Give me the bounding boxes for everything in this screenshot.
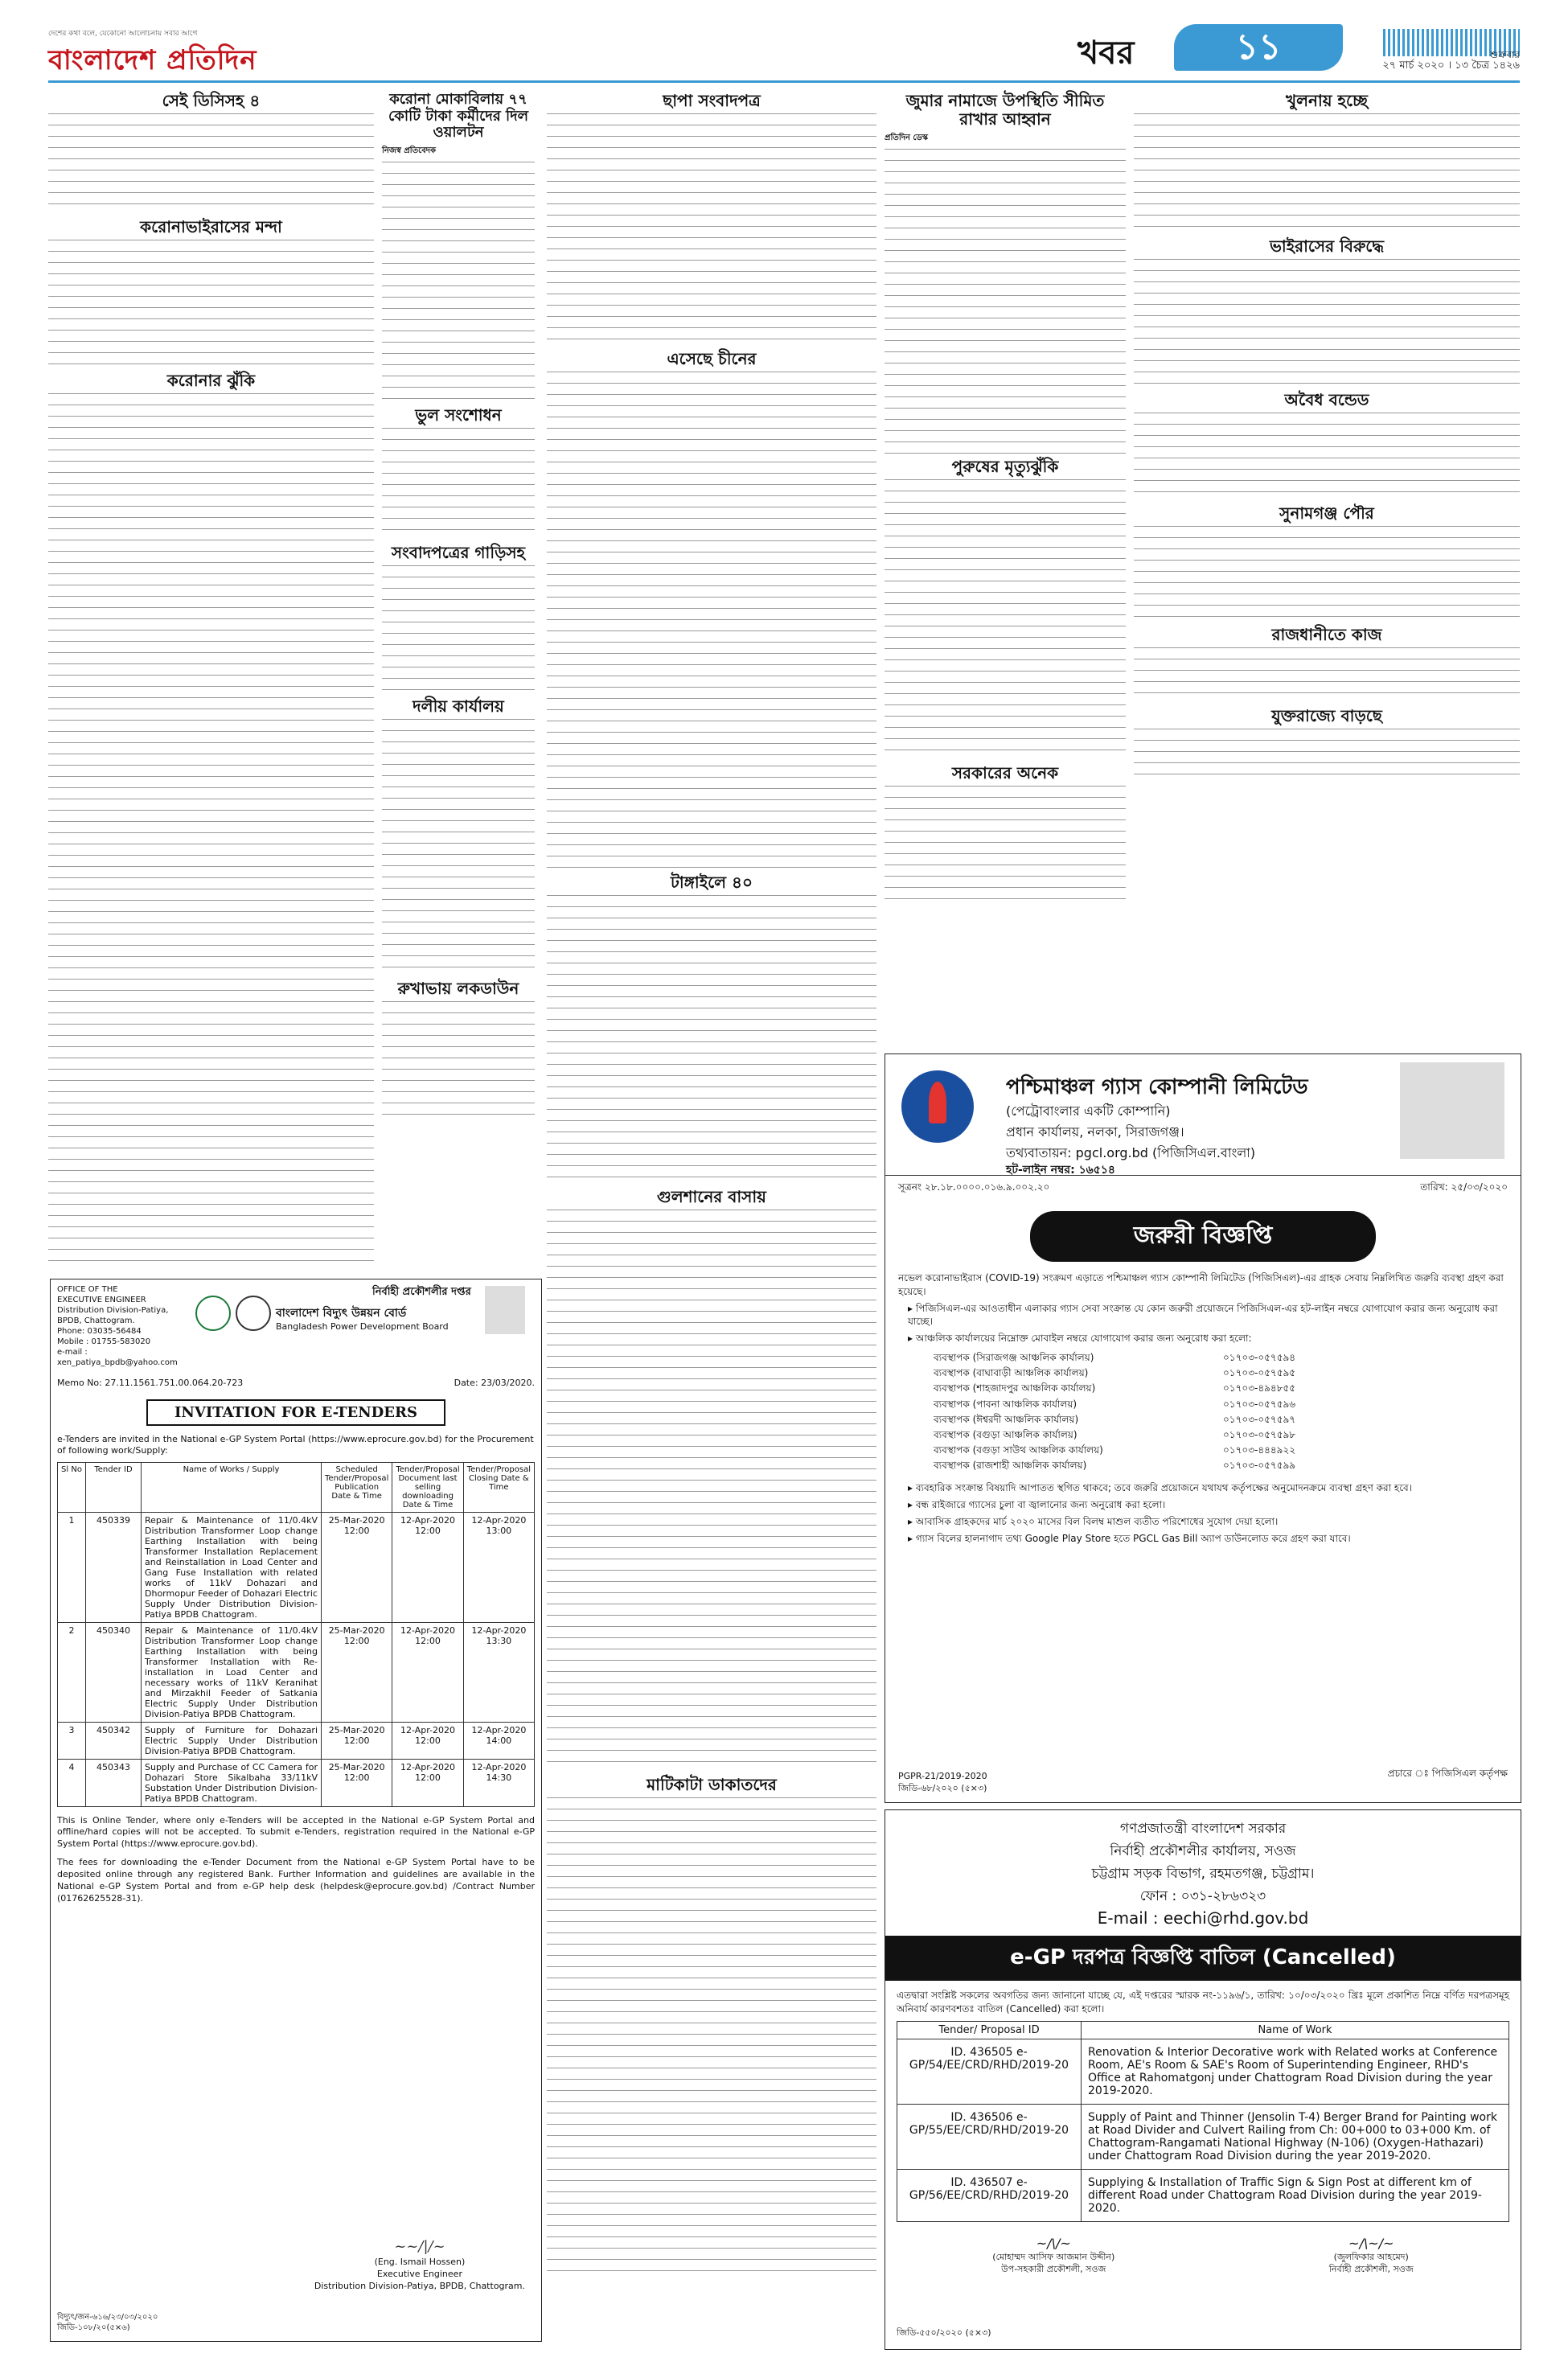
signature-scribble: ~~/|/~ (394, 2238, 445, 2256)
column-header: Tender/Proposal Closing Date & Time (463, 1462, 534, 1512)
ref-code: জিডি-৫৫০/২০২০ (৫×৩) (897, 2327, 991, 2338)
logo-tagline: দেশের কথা বলে, যেকোনো আলোচনায় সবার আগে (48, 30, 198, 38)
bn-office-name: নির্বাহী প্রকৌশলীর দপ্তর (372, 1286, 471, 1298)
company-name: পশ্চিমাঞ্চল গ্যাস কোম্পানী লিমিটেড (1006, 1075, 1308, 1099)
notice-intro: নভেল করোনাভাইরাস (COVID-19) সংক্রমণ এড়াতে পশ্চিমাঞ্চল গ্যাস কোম্পানী লিমিটেড (পিজিসিএল)-এর গ্রাহক সেবায় নিম্নলিখিত জরুরি ব্যবস্থা গ্রহণ করা হয়েছে। (898, 1272, 1504, 1297)
headline: অবৈধ বন্ডেড (1284, 390, 1369, 409)
office-phone: ০১৭০৩-৪৯৪৮৫৫ (1223, 1382, 1296, 1394)
column-header: Sl No (58, 1462, 86, 1512)
article-body (1134, 647, 1520, 704)
office-phone-row (934, 1397, 1508, 1412)
signer-title: নির্বাহী প্রকৌশলী, সওজ (1328, 2264, 1414, 2275)
article-body (382, 428, 535, 540)
article-body (48, 113, 374, 215)
office-name: ব্যবস্থাপক (রাজশাহী আঞ্চলিক কার্যালয়) (934, 1460, 1087, 1472)
article-body (885, 149, 1126, 454)
table-cell: ID. 436506 e-GP/55/EE/CRD/RHD/2019-20 (897, 2104, 1082, 2169)
headline: টাঙ্গাইলে ৪০ (670, 873, 753, 892)
rhd-cancel-ad (885, 1809, 1521, 2350)
headline: সংবাদপত্রের গাড়িসহ (391, 543, 526, 563)
column-1 (48, 88, 374, 1262)
article-body (1134, 113, 1520, 234)
office-name: ব্যবস্থাপক (বগুড়া সাউথ আঞ্চলিক কার্যালয়) (934, 1444, 1103, 1456)
table-cell: 450340 (86, 1622, 142, 1722)
tender-ad (50, 1279, 542, 2342)
page-number: ১১ (1174, 24, 1343, 71)
table-cell: 25-Mar-2020 12:00 (322, 1512, 392, 1622)
office-line: Mobile : 01755-583020 (57, 1337, 151, 1346)
table-row (897, 2104, 1509, 2169)
table-header-row (58, 1462, 535, 1512)
office-phone-row (934, 1443, 1508, 1458)
table-row (58, 1512, 535, 1622)
issue-date: ২৭ মার্চ ২০২০ । ১৩ চৈত্র ১৪২৬ (1382, 60, 1520, 72)
memo-date: তারিখ: ২৫/০৩/২০২০ (1420, 1181, 1508, 1193)
table-header-row (897, 2021, 1509, 2039)
signature-block (992, 2235, 1114, 2276)
table-cell: Supply and Purchase of CC Camera for Dohazari Store Sikalbaha 33/11kV Substation Under Distribution Division-Patiya BPDB Chattogram. (142, 1759, 322, 1806)
byline: প্রতিদিন ডেস্ক (885, 133, 929, 142)
headline: সরকারের অনেক (951, 763, 1059, 782)
headline: গুলশানের বাসায় (657, 1187, 766, 1206)
article-body (1134, 526, 1520, 622)
headline: খুলনায় হচ্ছে (1286, 91, 1368, 110)
headline: মাটিকাটা ডাকাতদের (646, 1775, 777, 1794)
article-body (382, 719, 535, 976)
notice-bullet: ▸ আঞ্চলিক কার্যালয়ের নিম্নোক্ত মোবাইল নম্বরে যোগাযোগ করার জন্য অনুরোধ করা হলো: (908, 1333, 1252, 1345)
office-line: EXECUTIVE ENGINEER (57, 1296, 146, 1304)
office-address (57, 1284, 178, 1368)
bullet-text: পিজিসিএল-এর আওতাধীন এলাকার গ্যাস সেবা সংক্রান্ত যে কোন জরুরী প্রয়োজনে পিজিসিএল-এর হট-লাইন নম্বরে যোগাযোগ করার জন্য অনুরোধ করা যাচ্ছে। (908, 1302, 1498, 1328)
ad-reference (57, 2312, 158, 2333)
table-cell: Supplying & Installation of Traffic Sign & Sign Post at different km of different Road under Chattogram Road Division during the year 2019-2020. (1082, 2169, 1509, 2221)
table-cell: 12-Apr-2020 13:30 (463, 1622, 534, 1722)
table-row (58, 1759, 535, 1806)
office-name: ব্যবস্থাপক (শাহজাদপুর আঞ্চলিক কার্যালয়) (934, 1382, 1096, 1394)
memo-date: Date: 23/03/2020. (454, 1378, 535, 1388)
table-cell: Renovation & Interior Decorative work with Related works at Conference Room, AE's Room & SAE's Room of Superintending Engineer, RHD's Office at Rahomatgonj under Chattogram Road Division during the year 2019-2020. (1082, 2039, 1509, 2104)
office-phone-row (934, 1381, 1508, 1396)
bullet-text: বন্ধ রাইজারে গ্যাসের চুলা বা জ্বালানোর জন্য অনুরোধ করা হলো। (915, 1499, 1166, 1511)
column-header: Tender/ Proposal ID (897, 2021, 1082, 2039)
office-phone: ০১৭০৩-০৫৭৫৯৪ (1223, 1351, 1296, 1363)
memo-line (885, 1175, 1521, 1201)
cancel-intro: এতদ্বারা সংশ্লিষ্ট সকলের অবগতির জন্য জানানো যাচ্ছে যে, এই দপ্তরের স্মারক নং-১১৯৬/১, তারিখ: ১০/০৩/২০২০ খ্রিঃ মূলে প্রকাশিত নিম্নে বর্ণিত দরপত্রসমূহ অনিবার্য কারণবশতঃ বাতিল (Cancelled) করা হলো। (897, 1990, 1509, 2015)
newspaper-logo (48, 27, 289, 79)
office-name: ব্যবস্থাপক (বাঘাবাড়ী আঞ্চলিক কার্যালয়) (934, 1367, 1089, 1379)
signature-block (314, 2237, 525, 2293)
office-name: ব্যবস্থাপক (পাবনা আঞ্চলিক কার্যালয়) (934, 1398, 1077, 1410)
column-4 (885, 88, 1126, 906)
rhd-email: E-mail : eechi@rhd.gov.bd (1097, 1908, 1309, 1928)
rhd-office: নির্বাহী প্রকৌশলীর কার্যালয়, সওজ (1110, 1843, 1296, 1859)
headline: সেই ডিসিসহ ৪ (162, 91, 261, 110)
headline: করোনার ঝুঁকি (166, 371, 256, 390)
portrait-photo (1400, 1062, 1504, 1159)
table-row (897, 2039, 1509, 2104)
office-phone-row (934, 1458, 1508, 1473)
tender-title: INVITATION FOR E-TENDERS (146, 1399, 445, 1426)
column-header: Scheduled Tender/Proposal Publication Date & Time (322, 1462, 392, 1512)
gov-name: গণপ্রজাতন্ত্রী বাংলাদেশ সরকার (1119, 1821, 1287, 1837)
table-cell: Repair & Maintenance of 11/0.4kV Distribution Transformer Loop change Earthing Installation with being Transformer Installation with Re-installation in Load Center and necessary works of 11kV Keranihat and Mirzakhil Feeder of Satkania Electric Supply Under Distribution Division-Patiya BPDB Chattogram. (142, 1622, 322, 1722)
column-header: Name of Works / Supply (142, 1462, 322, 1512)
ref-code: বিদ্যুৎ/জন-৬১৬/২৩/০৩/২০২০ (57, 2313, 158, 2322)
signer-name: (জুলফিকার আহমেদ) (1333, 2252, 1409, 2263)
notice-bullet: ▸ আবাসিক গ্রাহকদের মার্চ ২০২০ মাসের বিল বিলম্ব মাশুল ব্যতীত পরিশোধের সুযোগ দেয়া হলো। (908, 1516, 1279, 1528)
article-body (547, 895, 876, 1185)
headline: সুনামগঞ্জ পৌর (1279, 503, 1374, 523)
article-body (382, 162, 535, 403)
signer-title: Executive Engineer (376, 2269, 462, 2280)
signer-title: উপ-সহকারী প্রকৌশলী, সওজ (1001, 2264, 1106, 2275)
byline: নিজস্ব প্রতিবেদক (382, 146, 437, 156)
bullet-text: আবাসিক গ্রাহকদের মার্চ ২০২০ মাসের বিল বিলম্ব মাশুল ব্যতীত পরিশোধের সুযোগ দেয়া হলো। (915, 1516, 1279, 1528)
office-phone: ০১৭০৩-৪৪৪৯২২ (1223, 1444, 1296, 1456)
flame-icon (929, 1082, 946, 1123)
bullet-text: গ্যাস বিলের হালনাগাদ তথ্য Google Play Store হতে PGCL Gas Bill অ্যাপ ডাউনলোড করে গ্রহণ করা যাবে। (915, 1532, 1351, 1544)
table-cell: 12-Apr-2020 12:00 (392, 1759, 463, 1806)
office-phone: ০১৭০৩-০৫৭৫৯৫ (1223, 1367, 1296, 1379)
table-cell: ID. 436507 e-GP/56/EE/CRD/RHD/2019-20 (897, 2169, 1082, 2221)
headline: যুক্তরাজ্যে বাড়ছে (1271, 706, 1382, 725)
headline: করোনা মোকাবিলায় ৭৭ কোটি টাকা কর্মীদের দিল ওয়ালটন (388, 91, 529, 142)
headline: রুখাভায় লকডাউন (397, 979, 519, 999)
table-cell: 450343 (86, 1759, 142, 1806)
article-body (547, 1210, 876, 1772)
office-line: e-mail : xen_patiya_bpdb@yahoo.com (57, 1348, 178, 1367)
headline: করোনাভাইরাসের মন্দা (140, 217, 282, 236)
table-cell: 25-Mar-2020 12:00 (322, 1759, 392, 1806)
article-body (1134, 729, 1520, 785)
header-rule (48, 80, 1520, 83)
pgcl-logo-icon (901, 1070, 974, 1143)
table-cell: 4 (58, 1759, 86, 1806)
issuer: প্রচারে ঃ পিজিসিএল কর্তৃপক্ষ (1387, 1768, 1508, 1779)
column-header: Tender ID (86, 1462, 142, 1512)
notice-bullet: ▸ গ্যাস বিলের হালনাগাদ তথ্য Google Play Store হতে PGCL Gas Bill অ্যাপ ডাউনলোড করে গ্রহণ করা যাবে। (908, 1532, 1351, 1544)
table-row (58, 1722, 535, 1759)
notice-bullet: ▸ পিজিসিএল-এর আওতাধীন এলাকার গ্যাস সেবা সংক্রান্ত যে কোন জরুরী প্রয়োজনে পিজিসিএল-এর হট-লাইন নম্বরে যোগাযোগ করার জন্য অনুরোধ করা যাচ্ছে। (908, 1302, 1498, 1328)
table-row (897, 2169, 1509, 2221)
weekday: শুক্রবার (1489, 49, 1520, 60)
table-cell: 12-Apr-2020 12:00 (392, 1512, 463, 1622)
tender-note: The fees for downloading the e-Tender Document from the National e-GP System Portal have to be deposited online through any registered Bank. Further Information and guidelines are available in the National e-GP System Portal and from e-GP help desk (helpdesk@eprocure.gov.bd) /Contract Number (01762625528-31). (57, 1857, 535, 1904)
headline: জুমার নামাজে উপস্থিতি সীমিত রাখার আহ্বান (905, 91, 1105, 129)
office-line: BPDB, Chattogram. (57, 1316, 135, 1325)
table-cell: 12-Apr-2020 13:00 (463, 1512, 534, 1622)
table-cell: Repair & Maintenance of 11/0.4kV Distribution Transformer Loop change Earthing Installation with being Transformer Installation Replacement and Reinstallation in Load Center and Gang Fuse Installation with related works of 11kV Dohazari and Dhormopur Feeder of Dohazari Electric Supply Under Distribution Division-Patiya BPDB Chattogram. (142, 1512, 322, 1622)
headline: ভুল সংশোধন (415, 405, 502, 425)
paper-name: বাংলাদেশ প্রতিদিন (48, 44, 257, 76)
article-body (48, 240, 374, 368)
ad-reference (898, 1771, 987, 1794)
ref-code: জিডি-১০৮/২০(৫×৬) (57, 2323, 130, 2332)
office-phone: ০১৭০৩-০৫৭৫৯৬ (1223, 1398, 1296, 1410)
article-body (382, 1001, 535, 1122)
article-body (547, 372, 876, 870)
ref-code: PGPR-21/2019-2020 (898, 1771, 987, 1782)
table-cell: 25-Mar-2020 12:00 (322, 1622, 392, 1722)
office-name: ব্যবস্থাপক (বগুড়া আঞ্চলিক কার্যালয়) (934, 1428, 1077, 1440)
headline: পুরুষের মৃত্যুঝুঁকি (951, 457, 1059, 476)
office-line: Phone: 03035-56484 (57, 1327, 142, 1336)
signature-block (1329, 2235, 1414, 2276)
cancel-table (897, 2021, 1509, 2222)
column-header: Tender/Proposal Document last selling downloading Date & Time (392, 1462, 463, 1512)
table-cell: Supply of Furniture for Dohazari Electric Supply Under Distribution Division-Patiya BPDB Chattogram. (142, 1722, 322, 1759)
office-phone-row (934, 1412, 1508, 1427)
signatures (885, 2235, 1521, 2276)
table-row (58, 1622, 535, 1722)
portrait-photo (485, 1286, 525, 1334)
en-board-name: Bangladesh Power Development Board (276, 1321, 449, 1332)
headline: ছাপা সংবাদপত্র (663, 91, 761, 110)
memo-number: Memo No: 27.11.1561.751.00.064.20-723 (57, 1378, 244, 1388)
article-body (885, 479, 1126, 761)
table-cell: Supply of Paint and Thinner (Jensolin T-4) Berger Brand for Painting work at Road Divider and Culvert Railing from Ch: 00+000 to 03+000 Km. of Chattogram-Rangamati National Highway (N-106) (Oxygen-Hathazari) under Chattogram Road Division during the year 2019-2020. (1082, 2104, 1509, 2169)
table-cell: ID. 436505 e-GP/54/EE/CRD/RHD/2019-20 (897, 2039, 1082, 2104)
memo-line (51, 1378, 541, 1388)
signer-name: (মোহাম্মদ আসিফ আজমান উদ্দীন) (992, 2252, 1115, 2263)
office-phone: ০১৭০৩-০৫৭৫৯৯ (1223, 1460, 1296, 1472)
table-cell: 1 (58, 1512, 86, 1622)
table-cell: 12-Apr-2020 14:00 (463, 1722, 534, 1759)
table-cell: 450342 (86, 1722, 142, 1759)
column-2 (382, 88, 535, 1122)
company-subtitle: (পেট্রোবাংলার একটি কোম্পানি) (1006, 1103, 1171, 1119)
article-body (48, 393, 374, 1262)
section-name: খবর (1077, 35, 1135, 72)
signer-name: (Eng. Ismail Hossen) (374, 2257, 466, 2268)
rhd-header (885, 1810, 1521, 1928)
column-3 (547, 88, 876, 2280)
article-body (547, 1797, 876, 2280)
table-cell: 25-Mar-2020 12:00 (322, 1722, 392, 1759)
office-line: Distribution Division-Patiya, (57, 1306, 169, 1315)
article-body (382, 565, 535, 694)
rhd-phone: ফোন : ০৩১-২৮৬৩২৩ (1139, 1888, 1266, 1904)
hotline-number: হট-লাইন নম্বর: ১৬৫১৪ (1006, 1164, 1116, 1177)
article-body (885, 786, 1126, 906)
gas-ad-header (885, 1054, 1521, 1175)
tender-intro: e-Tenders are invited in the National e-GP System Portal (https://www.eprocure.gov.bd) for the Procurement of following work/Supply: (57, 1434, 534, 1456)
table-cell: 12-Apr-2020 12:00 (392, 1722, 463, 1759)
tender-table (57, 1462, 535, 1807)
office-phone-row (934, 1350, 1508, 1366)
cancel-title: e-GP দরপত্র বিজ্ঞপ্তি বাতিল (Cancelled) (885, 1936, 1521, 1981)
notice-bullet: ▸ বন্ধ রাইজারে গ্যাসের চুলা বা জ্বালানোর জন্য অনুরোধ করা হলো। (908, 1499, 1166, 1511)
govt-seal-icon (195, 1296, 231, 1331)
signature-scribble: ~/\/~ (1036, 2235, 1071, 2251)
office-line: OFFICE OF THE (57, 1285, 118, 1294)
bullet-text: আঞ্চলিক কার্যালয়ের নিম্নোক্ত মোবাইল নম্বরে যোগাযোগ করার জন্য অনুরোধ করা হলো: (915, 1333, 1252, 1345)
headline: ভাইরাসের বিরুদ্ধে (1269, 236, 1385, 256)
office-name: ব্যবস্থাপক (সিরাজগঞ্জ আঞ্চলিক কার্যালয়) (934, 1351, 1094, 1363)
masthead (48, 24, 1520, 80)
gas-notice-ad (885, 1054, 1521, 1803)
signature-scribble: ~/\~/~ (1348, 2235, 1394, 2251)
headline: দলীয় কার্যালয় (413, 696, 504, 717)
tender-note: This is Online Tender, where only e-Tenders will be accepted in the National e-GP System Portal and offline/hard copies will not be accepted. To submit e-Tenders, registration required in the National e-GP System Portal (https://www.eprocure.gov.bd). (57, 1814, 535, 1850)
column-header: Name of Work (1082, 2021, 1509, 2039)
office-phone-row (934, 1366, 1508, 1381)
office-name: ব্যবস্থাপক (ঈশ্বরদী আঞ্চলিক কার্যালয়) (934, 1413, 1079, 1425)
notice-title: জরুরী বিজ্ঞপ্তি (1030, 1211, 1376, 1262)
article-body (1134, 413, 1520, 501)
table-cell: 2 (58, 1622, 86, 1722)
column-5 (1134, 88, 1520, 785)
signer-office: Distribution Division-Patiya, BPDB, Chattogram. (314, 2281, 525, 2292)
company-web: তথ্যবাতায়ন: pgcl.org.bd (পিজিসিএল.বাংলা) (1006, 1145, 1256, 1160)
dateline (1382, 49, 1520, 75)
table-cell: 3 (58, 1722, 86, 1759)
memo-number: সূত্রনং ২৮.১৮.০০০০.০১৬.৯.০০২.২০ (898, 1181, 1050, 1193)
office-phone-list (885, 1345, 1521, 1479)
table-cell: 12-Apr-2020 12:00 (392, 1622, 463, 1722)
section-badge (1077, 24, 1391, 74)
office-phone: ০১৭০৩-০৫৭৫৯৮ (1223, 1428, 1296, 1440)
bullet-text: ব্যবহারিক সংক্রান্ত বিষয়াদি আপাতত স্থগিত থাকবে; তবে জরুরি প্রয়োজনে যথাযথ কর্তৃপক্ষের অনুমোদনক্রমে ব্যবস্থা গ্রহণ করা হবে। (915, 1482, 1413, 1494)
office-phone: ০১৭০৩-০৫৭৫৯৭ (1223, 1413, 1296, 1425)
table-cell: 12-Apr-2020 14:30 (463, 1759, 534, 1806)
office-phone-row (934, 1427, 1508, 1443)
bn-board-name: বাংলাদেশ বিদ্যুৎ উন্নয়ন বোর্ড (276, 1307, 407, 1320)
ref-code: জিডি-৬৮/২০২০ (৫×৩) (898, 1782, 987, 1793)
headline: এসেছে চীনের (667, 349, 757, 368)
table-cell: 450339 (86, 1512, 142, 1622)
tender-ad-header (51, 1279, 541, 1378)
headline: রাজধানীতে কাজ (1271, 625, 1382, 644)
notice-bullet: ▸ ব্যবহারিক সংক্রান্ত বিষয়াদি আপাতত স্থগিত থাকবে; তবে জরুরি প্রয়োজনে যথাযথ কর্তৃপক্ষের অনুমোদনক্রমে ব্যবস্থা গ্রহণ করা হবে। (908, 1482, 1413, 1494)
bpdb-logo-icon (236, 1296, 271, 1331)
article-body (1134, 259, 1520, 388)
company-office: প্রধান কার্যালয়, নলকা, সিরাজগঞ্জ। (1006, 1124, 1184, 1140)
rhd-division: চট্টগ্রাম সড়ক বিভাগ, রহমতগঞ্জ, চট্টগ্রাম। (1091, 1866, 1315, 1882)
article-body (547, 113, 876, 347)
